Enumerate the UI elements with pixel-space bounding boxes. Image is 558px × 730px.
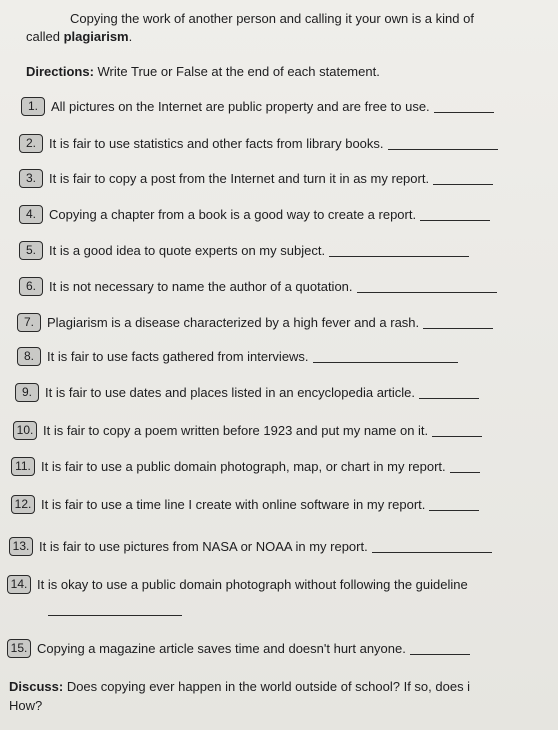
- statement-text: It is fair to use a time line I create with online software in my report.: [41, 496, 426, 512]
- statement-text: It is fair to use dates and places listed in an encyclopedia article.: [45, 384, 415, 400]
- directions-text: Write True or False at the end of each statement.: [93, 64, 380, 79]
- intro-line-2: [26, 28, 558, 46]
- item-number: 4.: [19, 205, 43, 224]
- plagiarism-term: plagiarism: [63, 29, 129, 44]
- statement-2: [19, 133, 498, 153]
- item-number: 14.: [7, 575, 31, 594]
- item-number: 10.: [13, 421, 37, 440]
- answer-blank[interactable]: [329, 256, 469, 257]
- answer-blank[interactable]: [372, 552, 492, 553]
- statement-text: It is not necessary to name the author of a quotation.: [49, 278, 353, 294]
- statement-text: It is fair to use pictures from NASA or NOAA in my report.: [39, 538, 368, 554]
- intro-line-1: Copying the work of another person and calling it your own is a kind of: [70, 11, 474, 26]
- discuss-text: Does copying ever happen in the world outside of school? If so, does i: [63, 679, 471, 694]
- statement-14: [7, 574, 468, 594]
- item-number: 9.: [15, 383, 39, 402]
- item-number: 7.: [17, 313, 41, 332]
- discuss-line-1: [9, 677, 470, 696]
- discuss-line-2: How?: [9, 698, 43, 713]
- statement-5: [19, 240, 469, 260]
- statement-10: [13, 420, 482, 440]
- statement-12: [11, 494, 479, 514]
- statement-7: [17, 312, 493, 332]
- statement-text: Copying a chapter from a book is a good way to create a report.: [49, 206, 417, 222]
- statement-text: It is fair to copy a poem written before 1923 and put my name on it.: [43, 422, 429, 438]
- statement-text: All pictures on the Internet are public property and are free to use.: [51, 98, 430, 114]
- item-number: 2.: [19, 134, 43, 153]
- item-number: 1.: [21, 97, 45, 116]
- statement-text: It is fair to use facts gathered from interviews.: [47, 348, 309, 364]
- statement-3: [19, 168, 493, 188]
- statement-text: Copying a magazine article saves time and doesn't hurt anyone.: [37, 640, 406, 656]
- statement-1: [21, 96, 494, 116]
- item-number: 6.: [19, 277, 43, 296]
- intro-paragraph: [26, 10, 558, 46]
- statement-text: It is okay to use a public domain photograph without following the guideline: [37, 576, 468, 592]
- item-number: 12.: [11, 495, 35, 514]
- answer-blank[interactable]: [432, 436, 482, 437]
- statement-15: [7, 638, 470, 658]
- answer-blank[interactable]: [423, 328, 493, 329]
- answer-blank[interactable]: [420, 220, 490, 221]
- directions-label: Directions:: [26, 64, 94, 79]
- item-number: 8.: [17, 347, 41, 366]
- statement-text: It is fair to use a public domain photograph, map, or chart in my report.: [41, 458, 446, 474]
- item-number: 3.: [19, 169, 43, 188]
- answer-blank[interactable]: [357, 292, 497, 293]
- statement-text: It is fair to copy a post from the Internet and turn it in as my report.: [49, 170, 430, 186]
- statement-text: It is fair to use statistics and other facts from library books.: [49, 135, 384, 151]
- answer-blank-14[interactable]: [48, 615, 182, 616]
- statement-4: [19, 204, 490, 224]
- statement-8: [17, 346, 458, 366]
- statement-9: [15, 382, 479, 402]
- answer-blank[interactable]: [433, 184, 493, 185]
- intro-prefix: called: [26, 29, 64, 44]
- answer-blank[interactable]: [388, 149, 498, 150]
- answer-blank[interactable]: [434, 112, 494, 113]
- statement-text: Plagiarism is a disease characterized by a high fever and a rash.: [47, 314, 420, 330]
- intro-suffix: .: [128, 29, 133, 44]
- statement-6: [19, 276, 497, 296]
- discuss-prompt: [9, 677, 470, 715]
- answer-blank[interactable]: [429, 510, 479, 511]
- item-number: 5.: [19, 241, 43, 260]
- item-number: 13.: [9, 537, 33, 556]
- statement-13: [9, 536, 492, 556]
- answer-blank[interactable]: [419, 398, 479, 399]
- directions: [26, 64, 380, 79]
- statement-text: It is a good idea to quote experts on my subject.: [49, 242, 326, 258]
- item-number: 15.: [7, 639, 31, 658]
- item-number: 11.: [11, 457, 35, 476]
- statement-11: [11, 456, 480, 476]
- discuss-label: Discuss:: [9, 679, 64, 694]
- answer-blank[interactable]: [410, 654, 470, 655]
- answer-blank[interactable]: [313, 362, 458, 363]
- answer-blank[interactable]: [450, 472, 480, 473]
